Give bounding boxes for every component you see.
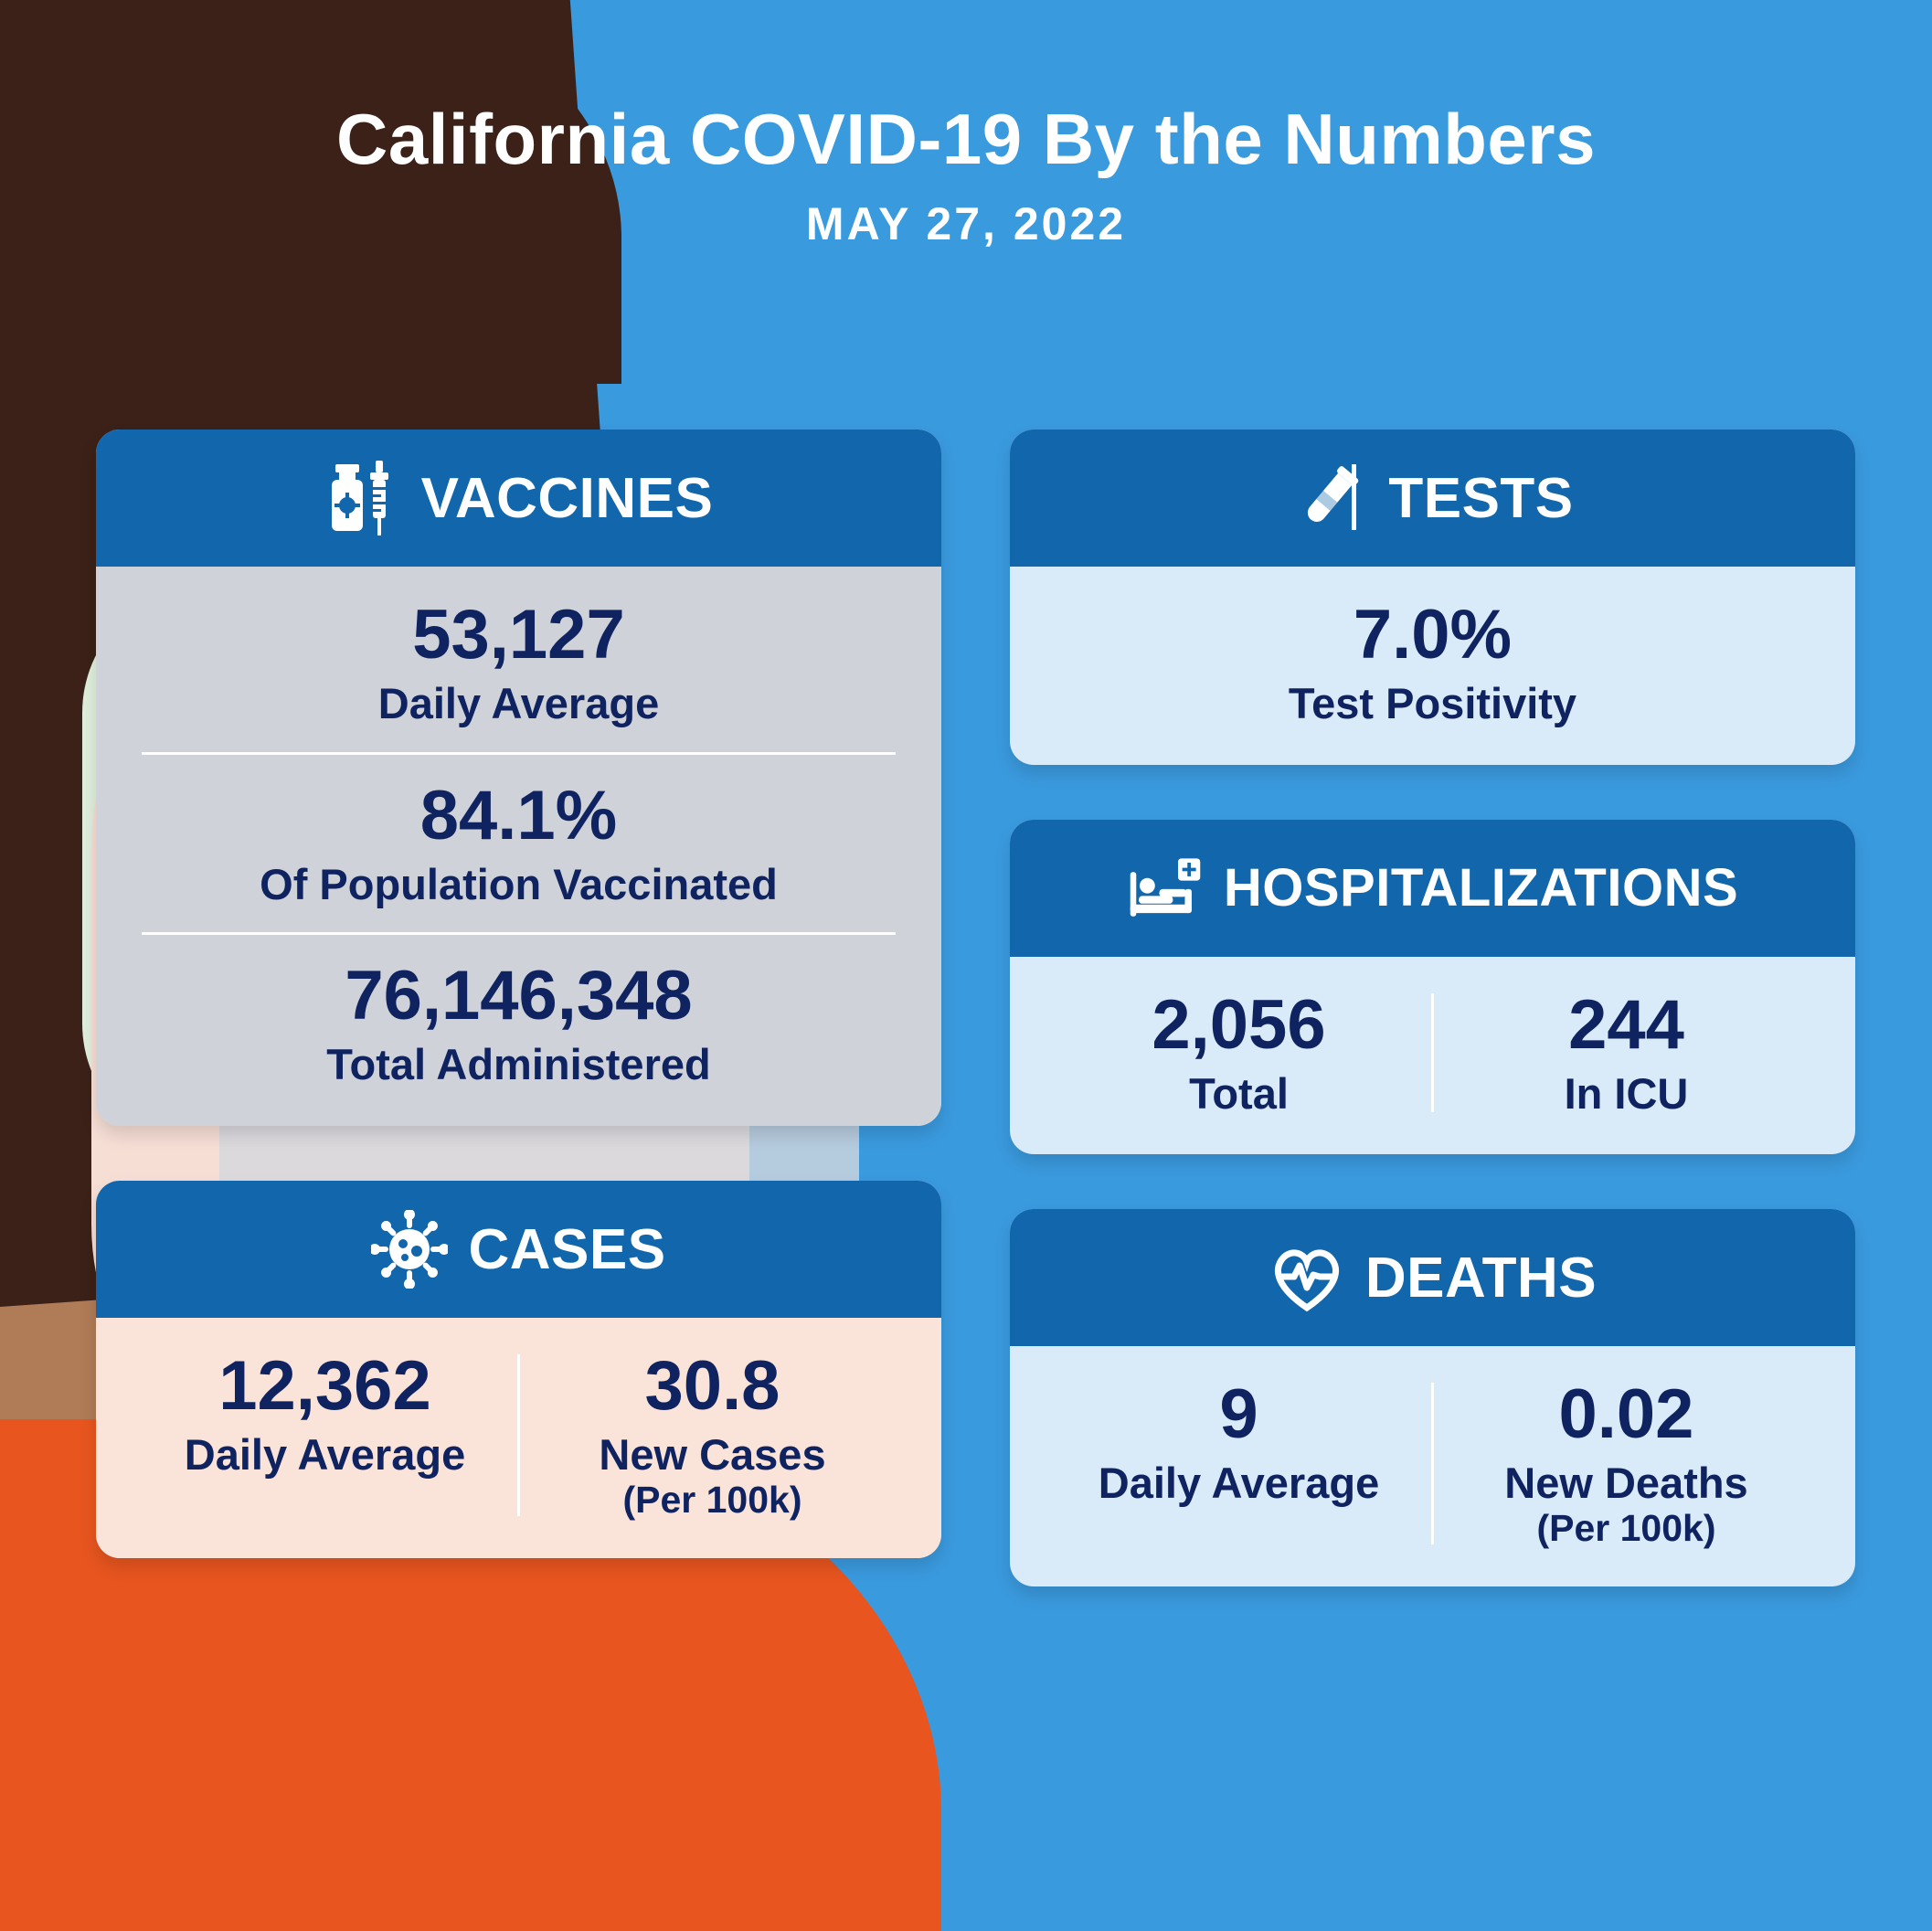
card-vaccines-header [96, 430, 941, 567]
stat-value: 30.8 [644, 1347, 780, 1426]
stat-hospitalizations-icu [1434, 985, 1819, 1119]
vaccine-vial-syringe-icon [324, 459, 401, 537]
card-hospitalizations-label: HOSPITALIZATIONS [1223, 858, 1739, 918]
card-deaths-body [1010, 1346, 1855, 1586]
card-hospitalizations [1010, 820, 1855, 1155]
stat-caption: Daily Average [184, 1430, 466, 1480]
stat-cases-daily-average [133, 1349, 517, 1522]
stat-caption-sub: (Per 100k) [1536, 1507, 1716, 1550]
stat-vaccines-daily-average [133, 598, 905, 728]
stat-vaccines-population-vaccinated [133, 776, 905, 909]
stat-vaccines-total-administered [133, 959, 905, 1089]
stat-value: 2,056 [1152, 985, 1326, 1064]
stat-value: 76,146,348 [345, 957, 693, 1035]
card-cases [96, 1181, 941, 1558]
stat-caption: Test Positivity [1288, 679, 1577, 728]
heart-pulse-icon [1269, 1238, 1345, 1317]
stat-caption [520, 1431, 905, 1522]
card-vaccines-body [96, 567, 941, 1126]
stat-caption-sub: (Per 100k) [622, 1478, 802, 1521]
stat-value: 84.1% [419, 776, 618, 854]
card-deaths-header [1010, 1209, 1855, 1346]
stat-caption: In ICU [1564, 1068, 1689, 1118]
divider [142, 752, 896, 755]
virus-icon [371, 1210, 448, 1289]
test-tube-icon [1291, 459, 1368, 537]
stat-cases-new-cases [520, 1349, 905, 1522]
stat-caption: Daily Average [377, 679, 660, 728]
card-tests [1010, 430, 1855, 765]
card-hospitalizations-body [1010, 957, 1855, 1155]
stat-caption: Total Administered [326, 1040, 711, 1089]
stat-value: 0.02 [1558, 1375, 1694, 1454]
stat-deaths-new-deaths [1434, 1377, 1819, 1550]
card-vaccines-label: VACCINES [420, 466, 714, 530]
divider [142, 932, 896, 935]
card-cases-label: CASES [468, 1217, 666, 1281]
stat-tests-positivity [1046, 598, 1819, 728]
left-column [96, 430, 941, 1613]
stat-caption-main: New Cases [599, 1430, 826, 1480]
card-tests-header [1010, 430, 1855, 567]
card-tests-label: TESTS [1388, 466, 1574, 530]
stat-caption [1434, 1459, 1819, 1550]
card-cases-header [96, 1181, 941, 1318]
page-title: California COVID-19 By the Numbers [336, 99, 1596, 179]
stat-caption: Total [1189, 1068, 1289, 1118]
right-column [1010, 430, 1855, 1641]
card-vaccines [96, 430, 941, 1126]
stat-value: 12,362 [218, 1347, 431, 1426]
card-cases-row [133, 1349, 905, 1522]
header [0, 0, 1932, 250]
hospital-bed-icon [1127, 849, 1204, 928]
card-tests-body [1010, 567, 1855, 765]
stat-value: 53,127 [412, 596, 625, 674]
stat-caption-main: New Deaths [1504, 1459, 1748, 1508]
card-deaths [1010, 1209, 1855, 1586]
stat-value: 9 [1219, 1375, 1258, 1454]
card-deaths-label: DEATHS [1364, 1246, 1598, 1310]
card-hospitalizations-header [1010, 820, 1855, 957]
stat-caption: Daily Average [1098, 1459, 1380, 1508]
card-hospitalizations-row [1046, 985, 1819, 1119]
stat-value: 7.0% [1353, 596, 1513, 674]
stat-caption: Of Population Vaccinated [260, 859, 778, 908]
card-deaths-row [1046, 1377, 1819, 1550]
card-cases-body [96, 1318, 941, 1558]
stat-hospitalizations-total [1046, 985, 1431, 1119]
stat-value: 244 [1568, 985, 1684, 1064]
stat-deaths-daily-average [1046, 1377, 1431, 1550]
page-date: MAY 27, 2022 [805, 197, 1127, 249]
